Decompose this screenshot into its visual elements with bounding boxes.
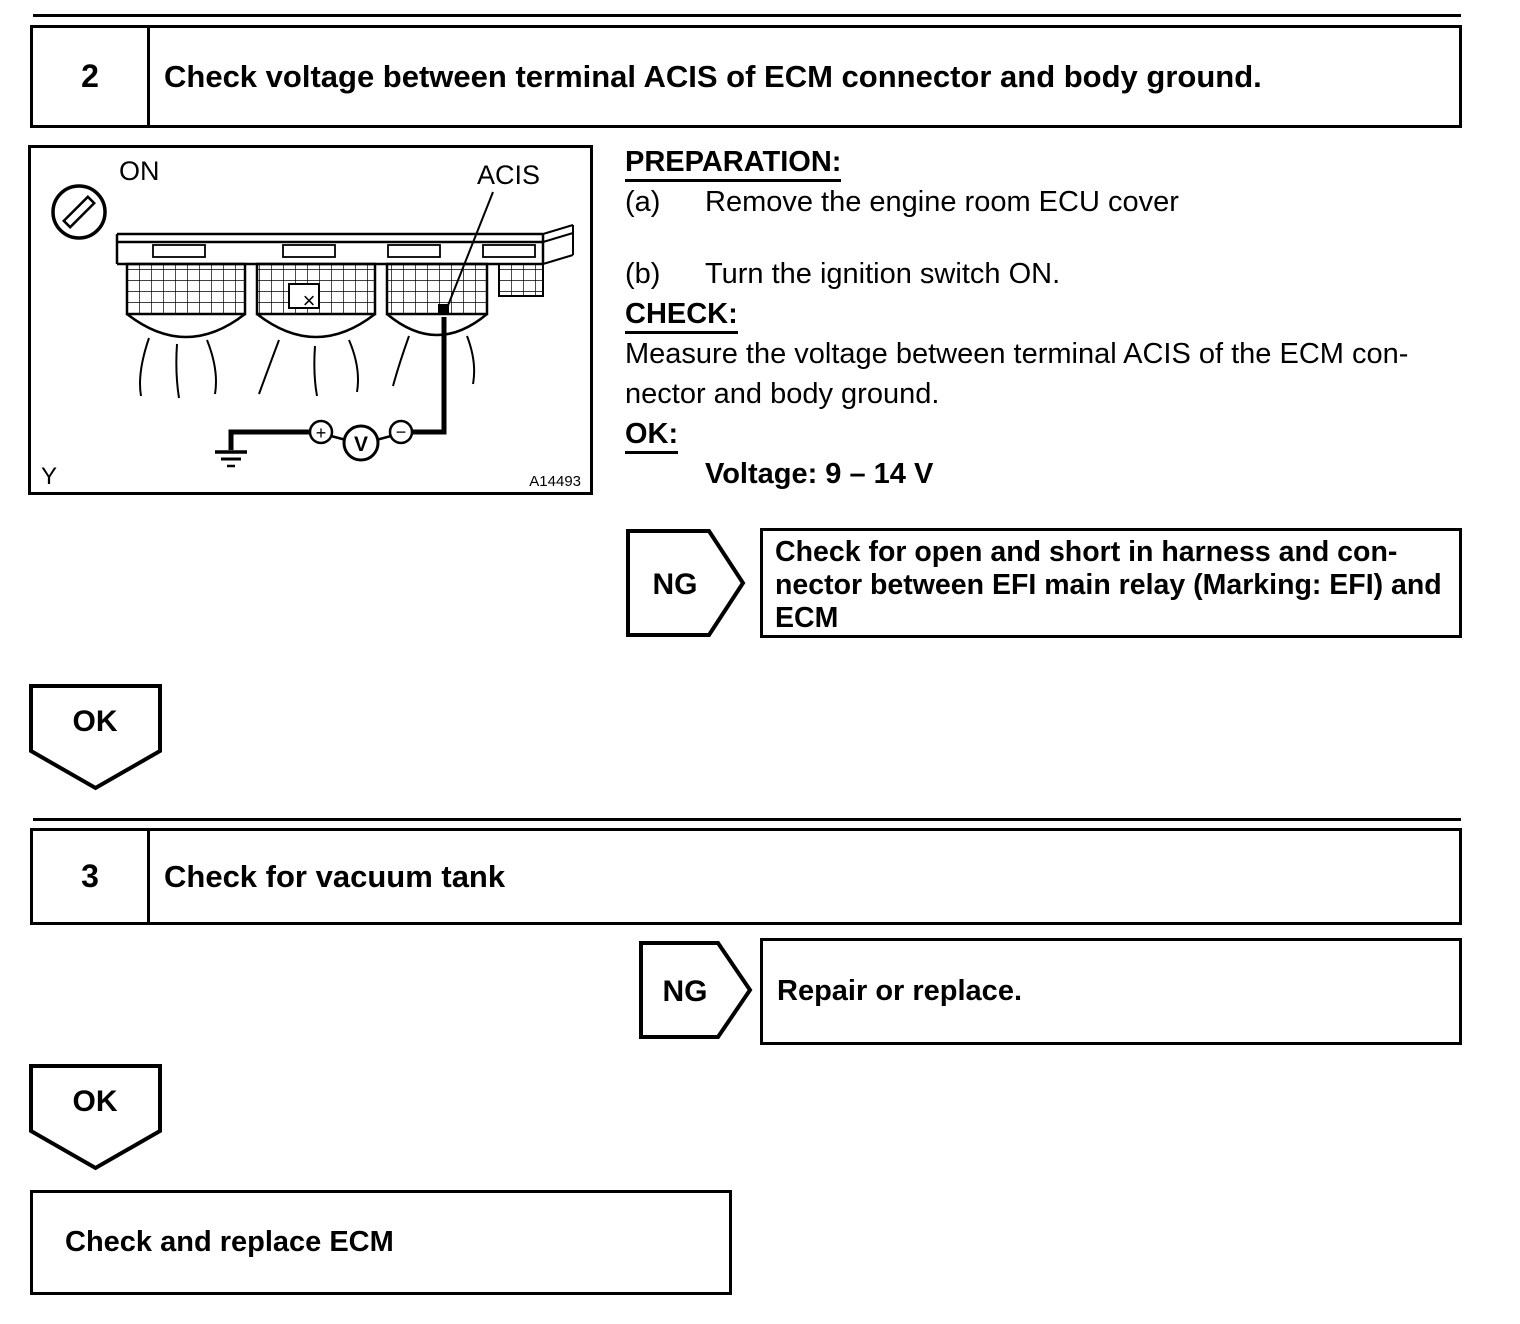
ecm-connectors [127, 264, 543, 337]
preparation-heading: PREPARATION: [625, 146, 841, 182]
ok-spec: Voltage: 9 – 14 V [705, 458, 934, 490]
ng-arrow-1 [625, 528, 747, 638]
ignition-key-icon [53, 186, 105, 238]
step-a-text: Remove the engine room ECU cover [705, 186, 1179, 218]
step-b-label: (b) [625, 258, 661, 290]
step-3-number: 3 [33, 831, 150, 922]
step-3-title: Check for vacuum tank [164, 858, 506, 894]
step-3-header [30, 828, 1462, 925]
ecm-connector-drawing [31, 148, 590, 492]
connector-cross-mark: × [302, 288, 316, 313]
acis-terminal-label: ACIS [477, 160, 541, 190]
ng-2-label: NG [662, 975, 708, 1008]
ok-2-label: OK [72, 1085, 118, 1118]
spacer [625, 222, 1467, 254]
voltmeter-icon [215, 317, 444, 466]
step-2-number: 2 [33, 28, 150, 125]
top-divider-line [33, 14, 1461, 17]
check-text: Measure the voltage between terminal ACIS of the ECM connector and body ground. [625, 338, 1409, 410]
ok-arrow-2 [28, 1063, 163, 1171]
figure-code: A14493 [529, 473, 581, 490]
ng-1-action-box: Check for open and short in harness and connector between EFI main relay (Marking: EFI) and ECM [760, 528, 1462, 638]
meter-plus-label: + [315, 423, 327, 443]
ng-1-label: NG [652, 568, 698, 601]
instructions-panel [625, 142, 1467, 494]
wire-leads [140, 336, 474, 398]
meter-minus-label: − [395, 422, 407, 442]
ng-arrow-2 [638, 940, 753, 1040]
meter-v-label: V [353, 433, 369, 456]
step-2-title: Check voltage between terminal ACIS of ECM connector and body ground. [164, 58, 1262, 94]
ng-2-action-box: Repair or replace. [760, 938, 1462, 1045]
figure-corner-label: Y [41, 463, 58, 490]
ground-icon [215, 452, 247, 466]
ecm-connector-figure [28, 145, 593, 495]
acis-terminal-pin [438, 304, 449, 315]
step-2-header [30, 25, 1462, 128]
step-a-label: (a) [625, 186, 661, 218]
ok-1-label: OK [72, 705, 118, 738]
step-b-text: Turn the ignition switch ON. [705, 258, 1061, 290]
ignition-on-label: ON [119, 156, 160, 186]
final-action-box: Check and replace ECM [30, 1190, 732, 1295]
ecm-rail [117, 225, 573, 264]
check-heading: CHECK: [625, 298, 738, 334]
step-3-divider-line [33, 818, 1461, 821]
ok-heading: OK: [625, 418, 678, 454]
ok-arrow-1 [28, 683, 163, 791]
